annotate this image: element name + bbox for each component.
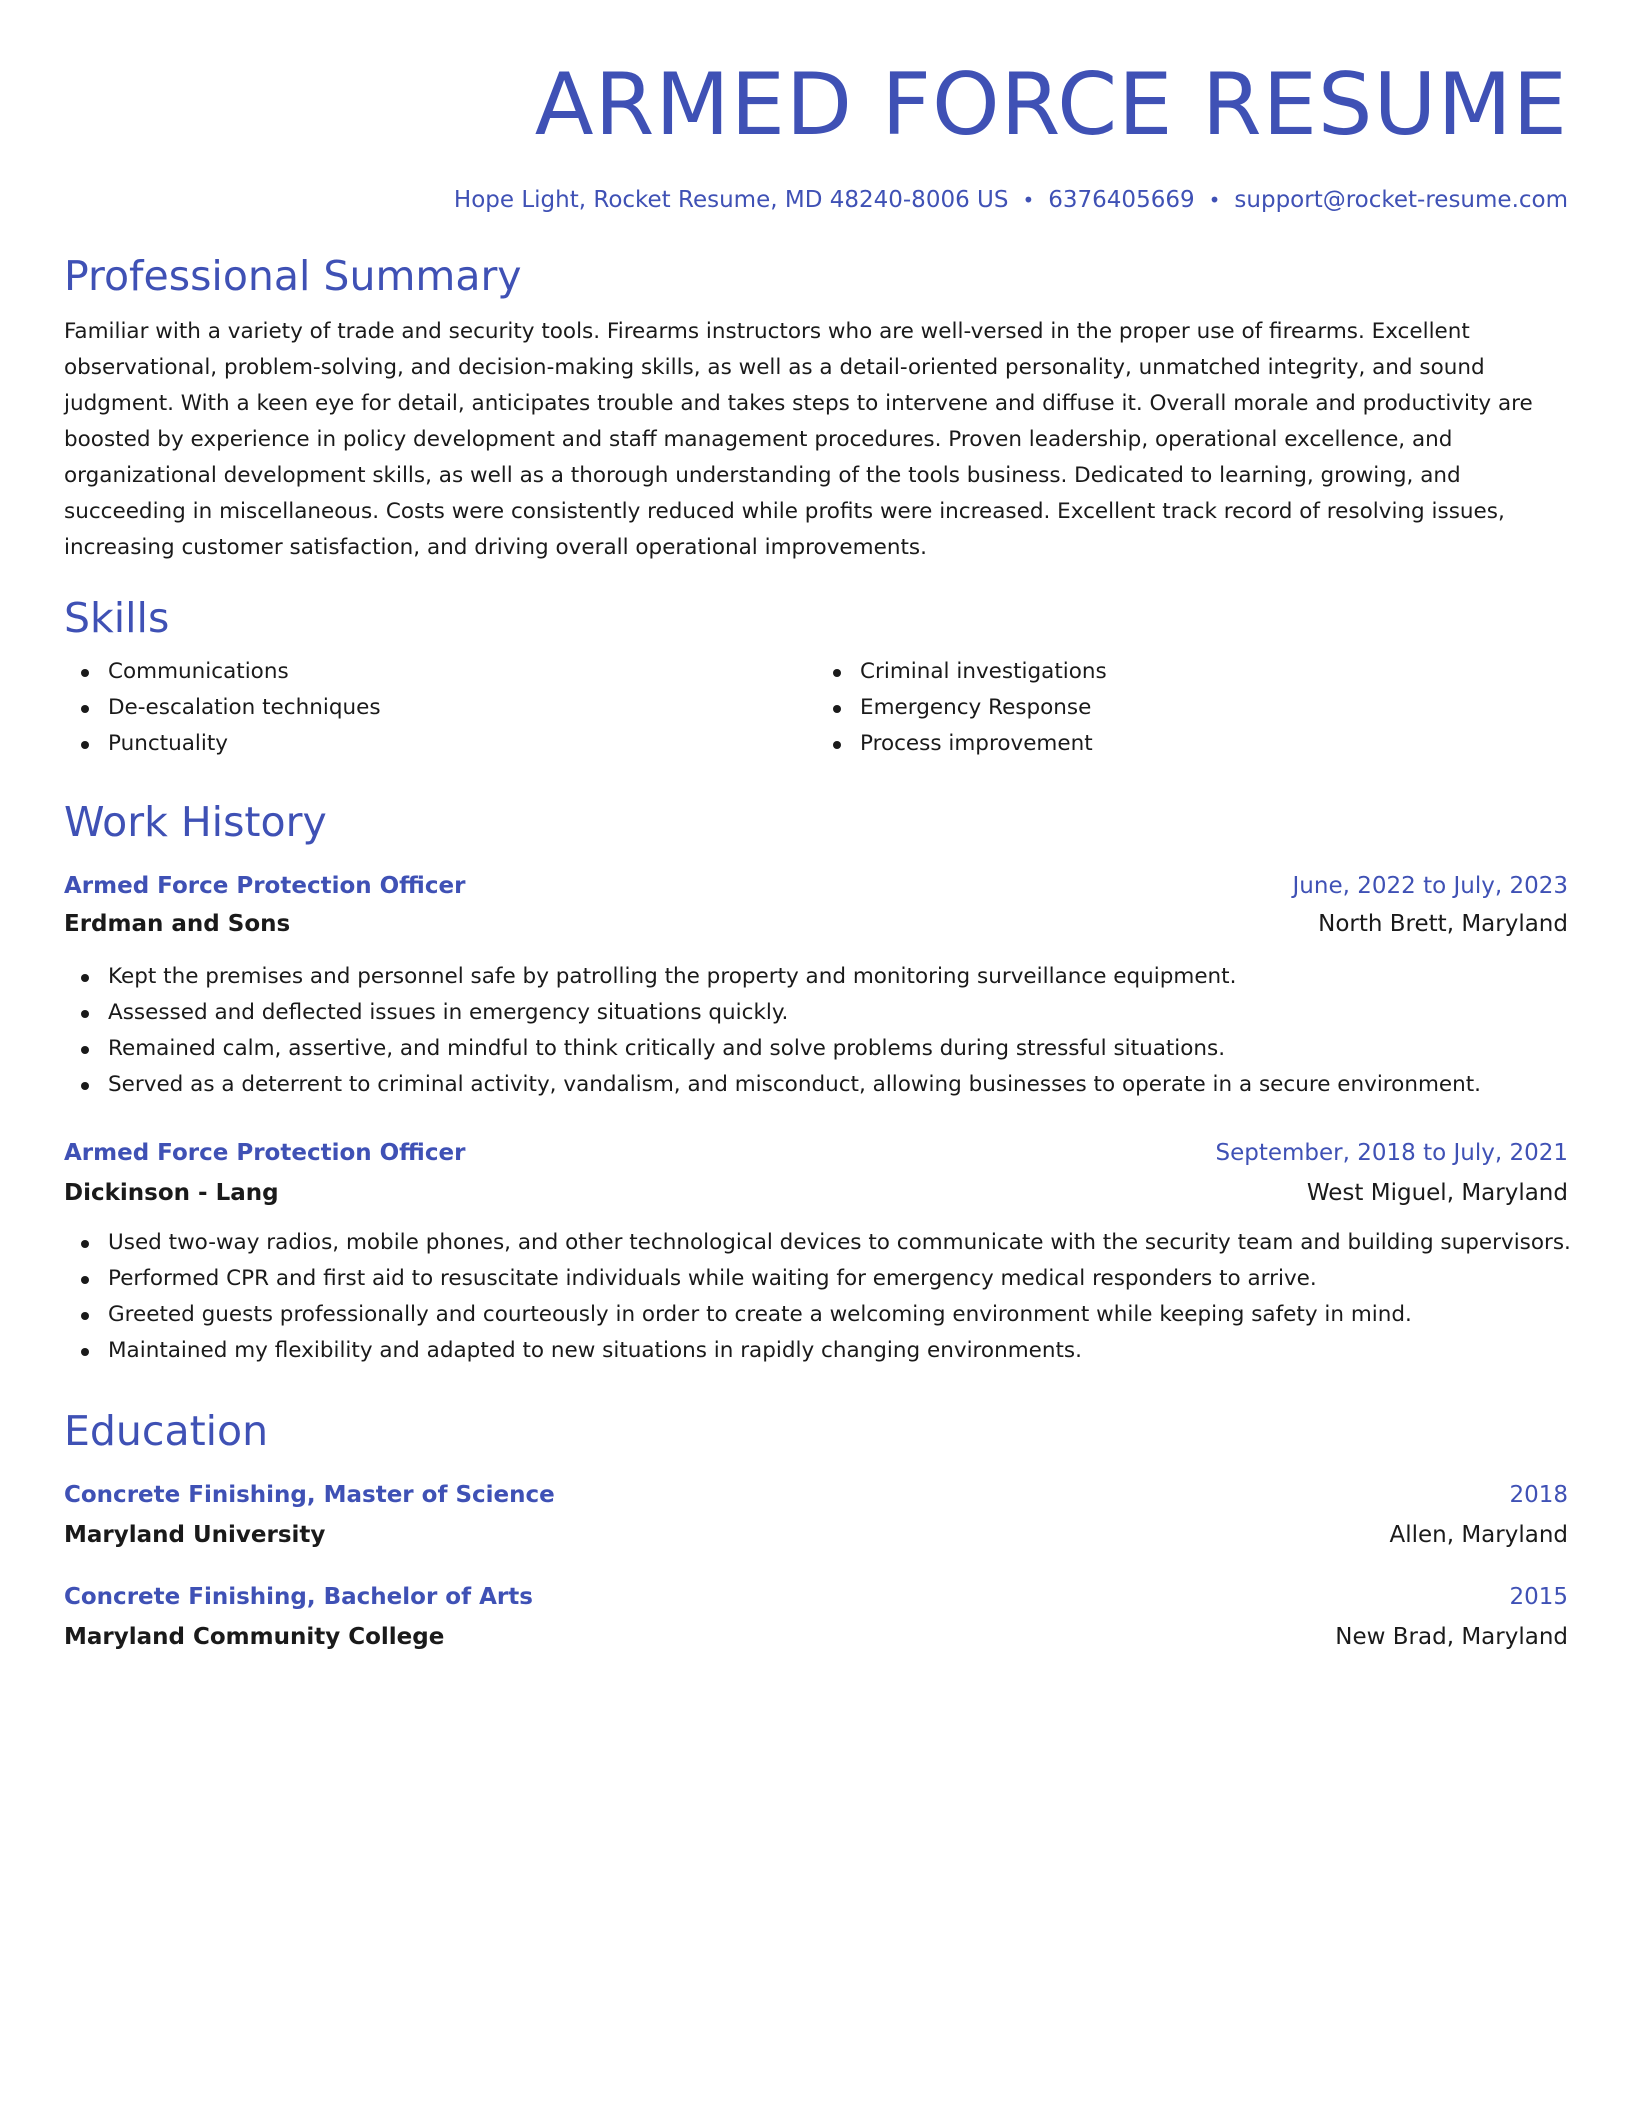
job-bullet: Greeted guests professionally and courteously in order to create a welcoming environment while keeping safety in mind. bbox=[64, 1297, 1568, 1333]
job-bullet: Performed CPR and first aid to resuscitate individuals while waiting for emergency medical responders to arrive. bbox=[64, 1261, 1568, 1297]
summary-section bbox=[64, 250, 1568, 566]
job-location: North Brett, Maryland bbox=[1318, 911, 1568, 937]
job-employer: Erdman and Sons bbox=[64, 911, 291, 937]
job-bullets bbox=[64, 1225, 1571, 1369]
contact-separator: • bbox=[1208, 188, 1221, 212]
contact-email[interactable]: support@rocket-resume.com bbox=[1234, 187, 1568, 213]
skill-item: Communications bbox=[64, 654, 816, 690]
education-school: Maryland Community College bbox=[64, 1624, 445, 1650]
job-dates: June, 2022 to July, 2023 bbox=[1292, 873, 1568, 899]
job-bullet: Used two-way radios, mobile phones, and other technological devices to communicate with the security team and building supervisors. bbox=[64, 1225, 1568, 1261]
education-heading: Education bbox=[64, 1407, 269, 1455]
skill-item: Process improvement bbox=[816, 726, 1568, 762]
job-bullets bbox=[64, 959, 1568, 1103]
job-title: Armed Force Protection Officer bbox=[64, 1140, 466, 1166]
resume-title: ARMED FORCE RESUME bbox=[534, 55, 1568, 155]
job-entry bbox=[64, 870, 1568, 1103]
education-entry bbox=[64, 1581, 1568, 1653]
skill-item: Emergency Response bbox=[816, 690, 1568, 726]
contact-phone[interactable]: 6376405669 bbox=[1048, 187, 1195, 213]
summary-text: Familiar with a variety of trade and security tools. Firearms instructors who are well-versed in the proper use of firearms. Excellent observational, problem-solving, and decision-making skills, as well as a detail-oriented personality, unmatched integrity, and sound judgment. With a keen eye for detail, anticipates trouble and takes steps to intervene and diffuse it. Overall morale and productivity are boosted by experience in policy development and staff management procedures. Proven leadership, operational excellence, and organizational development skills, as well as a thorough understanding of the tools business. Dedicated to learning, growing, and succeeding in miscellaneous. Costs were consistently reduced while profits were increased. Excellent track record of resolving issues, increasing customer satisfaction, and driving overall operational improvements. bbox=[64, 319, 1533, 560]
education-school-row bbox=[64, 1519, 1568, 1551]
job-bullet: Remained calm, assertive, and mindful to think critically and solve problems during stressful situations. bbox=[64, 1031, 1568, 1067]
education-section bbox=[64, 1405, 1568, 1653]
job-title: Armed Force Protection Officer bbox=[64, 873, 466, 899]
job-bullet: Served as a deterrent to criminal activity, vandalism, and misconduct, allowing businesses to operate in a secure environment. bbox=[64, 1067, 1568, 1103]
contact-line bbox=[64, 184, 1568, 216]
skills-section bbox=[64, 592, 1568, 762]
education-degree: Concrete Finishing, Master of Science bbox=[64, 1482, 555, 1508]
education-degree: Concrete Finishing, Bachelor of Arts bbox=[64, 1584, 533, 1610]
job-header-row bbox=[64, 1137, 1568, 1169]
education-school-row bbox=[64, 1621, 1568, 1653]
job-header-row bbox=[64, 870, 1568, 902]
skill-item: De-escalation techniques bbox=[64, 690, 816, 726]
job-location: West Miguel, Maryland bbox=[1306, 1180, 1568, 1206]
skills-heading: Skills bbox=[64, 594, 170, 642]
education-year: 2015 bbox=[1509, 1584, 1568, 1610]
contact-separator: • bbox=[1022, 188, 1035, 212]
education-location: New Brad, Maryland bbox=[1335, 1624, 1568, 1650]
education-degree-row bbox=[64, 1581, 1568, 1613]
summary-heading: Professional Summary bbox=[64, 252, 522, 300]
work-heading: Work History bbox=[64, 798, 327, 846]
education-degree-row bbox=[64, 1479, 1568, 1511]
education-entry bbox=[64, 1479, 1568, 1551]
job-bullet: Maintained my flexibility and adapted to new situations in rapidly changing environments. bbox=[64, 1333, 1568, 1369]
skills-grid bbox=[64, 654, 1568, 762]
job-employer-row bbox=[64, 1177, 1568, 1209]
contact-address: Hope Light, Rocket Resume, MD 48240-8006 US bbox=[453, 187, 1009, 213]
job-bullet: Assessed and deflected issues in emergency situations quickly. bbox=[64, 995, 1568, 1031]
education-school: Maryland University bbox=[64, 1522, 326, 1548]
job-employer: Dickinson - Lang bbox=[64, 1180, 279, 1206]
skills-list-left bbox=[64, 654, 816, 762]
job-bullet: Kept the premises and personnel safe by patrolling the property and monitoring surveillance equipment. bbox=[64, 959, 1568, 995]
skill-item: Criminal investigations bbox=[816, 654, 1568, 690]
skills-list-right bbox=[816, 654, 1568, 762]
job-entry bbox=[64, 1137, 1571, 1369]
education-year: 2018 bbox=[1509, 1482, 1568, 1508]
work-section bbox=[64, 796, 1571, 1369]
job-dates: September, 2018 to July, 2021 bbox=[1215, 1140, 1568, 1166]
education-location: Allen, Maryland bbox=[1389, 1522, 1568, 1548]
job-employer-row bbox=[64, 908, 1568, 940]
skill-item: Punctuality bbox=[64, 726, 816, 762]
